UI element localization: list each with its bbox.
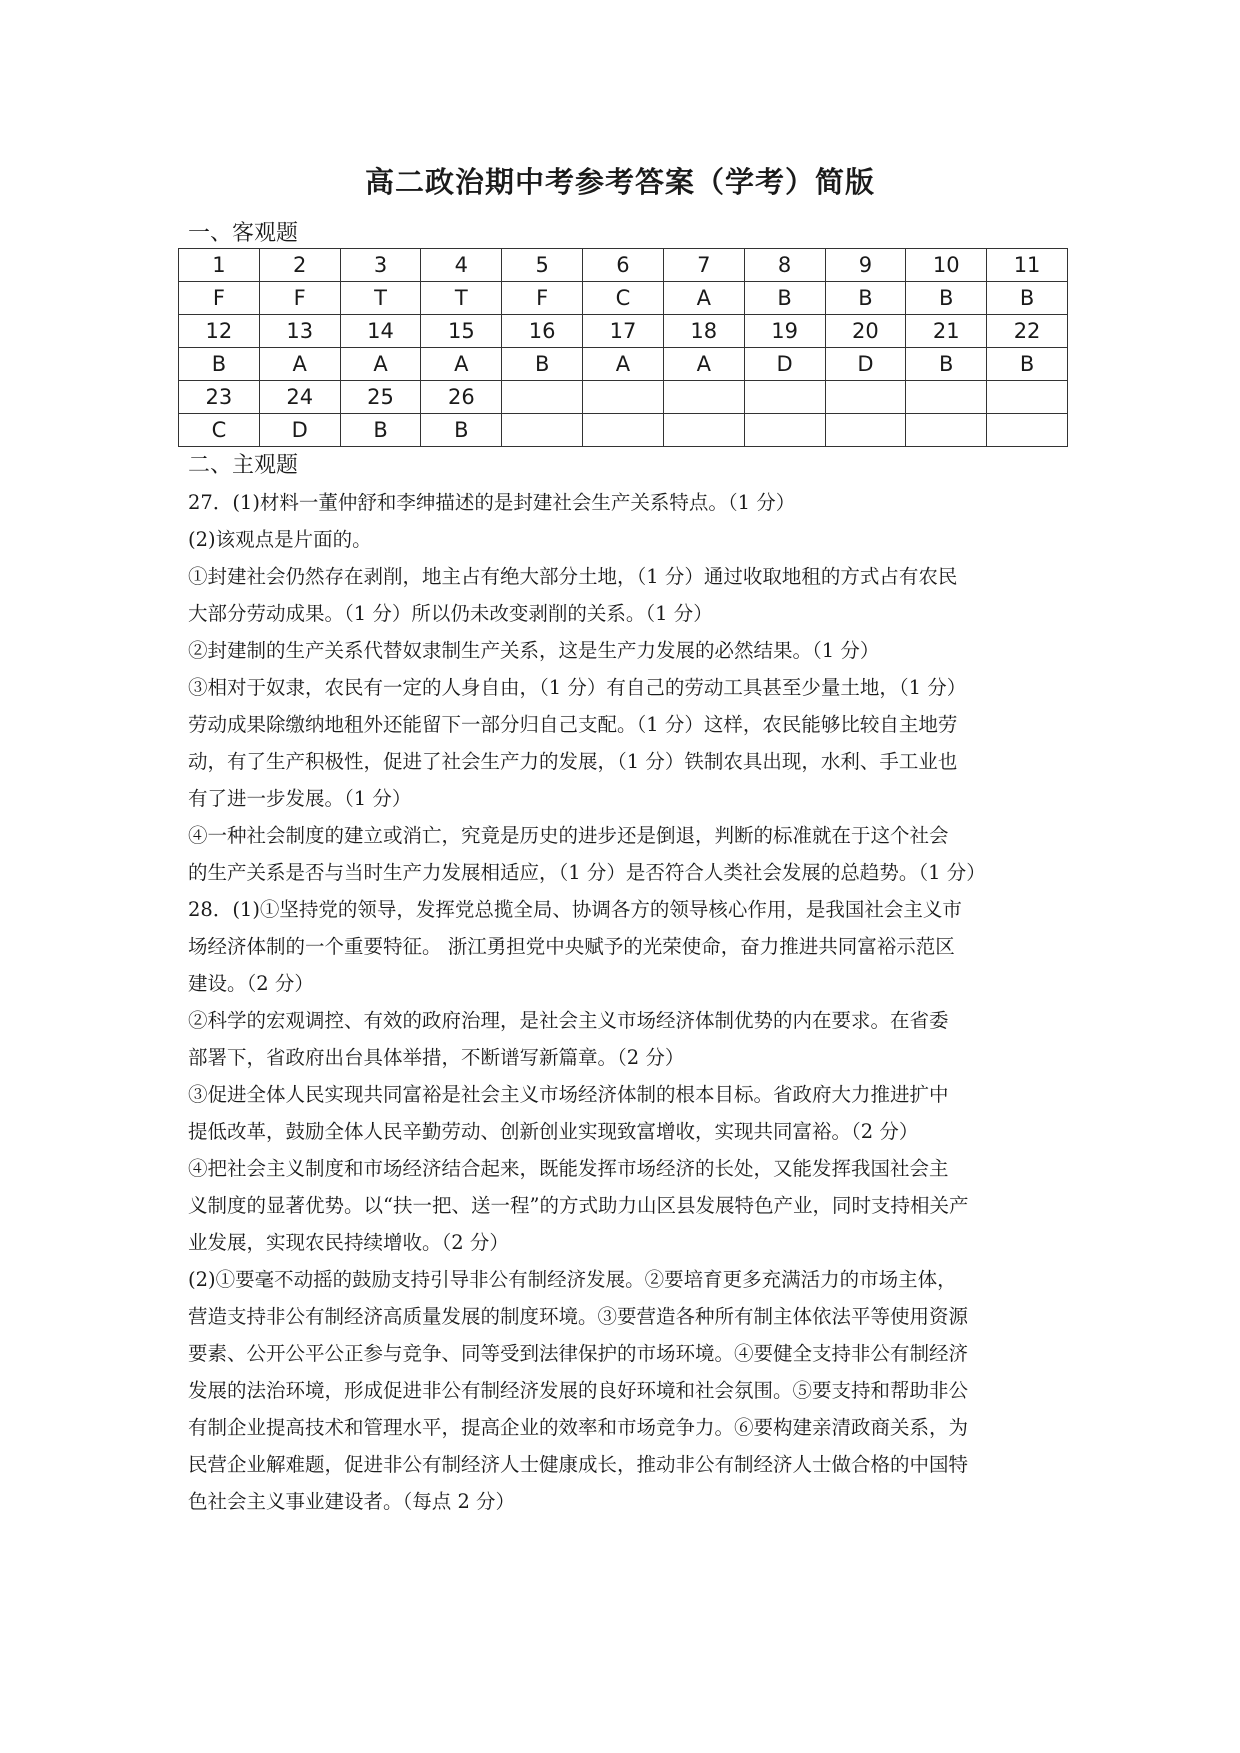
answer-cell: C: [179, 414, 260, 447]
page-title: 高二政治期中考参考答案（学考）简版: [364, 165, 875, 199]
question-number-cell: [987, 381, 1068, 414]
answer-cell: C: [583, 282, 664, 315]
question-number-cell: [502, 381, 583, 414]
answer-line: 28．(1)①坚持党的领导，发挥党总揽全局、协调各方的领导核心作用，是我国社会主义市: [188, 898, 962, 921]
answer-line: ③促进全体人民实现共同富裕是社会主义市场经济体制的根本目标。省政府大力推进扩中: [188, 1083, 949, 1106]
answer-line: 业发展，实现农民持续增收。（2 分）: [188, 1231, 509, 1254]
answer-line: 的生产关系是否与当时生产力发展相适应，（1 分）是否符合人类社会发展的总趋势。（1 分）: [188, 861, 986, 884]
answer-cell: A: [663, 282, 744, 315]
answer-cell: D: [825, 348, 906, 381]
answer-line: 有制企业提高技术和管理水平，提高企业的效率和市场竞争力。⑥要构建亲清政商关系，为: [188, 1416, 969, 1439]
question-number-cell: 19: [744, 315, 825, 348]
answer-cell: A: [583, 348, 664, 381]
answer-line: ②封建制的生产关系代替奴隶制生产关系，这是生产力发展的必然结果。（1 分）: [188, 639, 880, 662]
answer-cell: [744, 414, 825, 447]
question-number-cell: [825, 381, 906, 414]
answer-cell: [906, 414, 987, 447]
question-number-cell: 12: [179, 315, 260, 348]
question-number-row: [179, 381, 1068, 414]
question-number-cell: 17: [583, 315, 664, 348]
answer-cell: A: [259, 348, 340, 381]
answer-line: 提低改革，鼓励全体人民辛勤劳动、创新创业实现致富增收，实现共同富裕。（2 分）: [188, 1120, 919, 1143]
answer-cell: [502, 414, 583, 447]
answer-cell: D: [744, 348, 825, 381]
question-number-cell: 10: [906, 249, 987, 282]
answer-cell: B: [502, 348, 583, 381]
answer-cell: B: [906, 282, 987, 315]
question-number-row: [179, 249, 1068, 282]
answer-line: ①封建社会仍然存在剥削，地主占有绝大部分土地，（1 分）通过收取地租的方式占有农民: [188, 565, 958, 588]
answer-line: ④把社会主义制度和市场经济结合起来，既能发挥市场经济的长处，又能发挥我国社会主: [188, 1157, 949, 1180]
answer-line: 建设。（2 分）: [188, 972, 314, 995]
answer-line: 大部分劳动成果。（1 分）所以仍未改变剥削的关系。（1 分）: [188, 602, 713, 625]
answer-line: ②科学的宏观调控、有效的政府治理，是社会主义市场经济体制优势的内在要求。在省委: [188, 1009, 949, 1032]
answer-cell: B: [987, 348, 1068, 381]
answer-line: 民营企业解难题，促进非公有制经济人士健康成长，推动非公有制经济人士做合格的中国特: [188, 1453, 969, 1476]
answer-cell: B: [744, 282, 825, 315]
question-number-cell: 26: [421, 381, 502, 414]
question-number-cell: 5: [502, 249, 583, 282]
question-number-cell: 20: [825, 315, 906, 348]
answer-line: (2)该观点是片面的。: [188, 528, 372, 551]
answer-cell: [987, 414, 1068, 447]
question-number-cell: 15: [421, 315, 502, 348]
answer-cell: B: [987, 282, 1068, 315]
question-number-cell: 8: [744, 249, 825, 282]
section-heading-objective: 一、客观题: [188, 221, 299, 246]
question-number-cell: 3: [340, 249, 421, 282]
answer-cell: B: [421, 414, 502, 447]
answer-text: [188, 484, 1060, 1520]
answer-cell: F: [179, 282, 260, 315]
answer-line: ④一种社会制度的建立或消亡，究竟是历史的进步还是倒退，判断的标准就在于这个社会: [188, 824, 949, 847]
question-number-cell: 22: [987, 315, 1068, 348]
question-number-cell: 2: [259, 249, 340, 282]
question-number-cell: 14: [340, 315, 421, 348]
question-number-cell: 21: [906, 315, 987, 348]
question-number-cell: 23: [179, 381, 260, 414]
question-number-cell: 24: [259, 381, 340, 414]
answer-line: 部署下，省政府出台具体举措，不断谱写新篇章。（2 分）: [188, 1046, 685, 1069]
answer-line: 劳动成果除缴纳地租外还能留下一部分归自己支配。（1 分）这样，农民能够比较自主地劳: [188, 713, 958, 736]
question-number-cell: 1: [179, 249, 260, 282]
answer-row: [179, 414, 1068, 447]
answer-cell: [663, 414, 744, 447]
question-number-cell: 9: [825, 249, 906, 282]
answer-cell: [583, 414, 664, 447]
answer-line: 发展的法治环境，形成促进非公有制经济发展的良好环境和社会氛围。⑤要支持和帮助非公: [188, 1379, 969, 1402]
answer-cell: [825, 414, 906, 447]
question-number-cell: 16: [502, 315, 583, 348]
question-number-cell: 6: [583, 249, 664, 282]
question-number-cell: 13: [259, 315, 340, 348]
answer-cell: A: [421, 348, 502, 381]
question-number-cell: 7: [663, 249, 744, 282]
answer-row: [179, 282, 1068, 315]
answer-line: 要素、公开公平公正参与竞争、同等受到法律保护的市场环境。④要健全支持非公有制经济: [188, 1342, 969, 1365]
answer-line: (2)①要毫不动摇的鼓励支持引导非公有制经济发展。②要培育更多充满活力的市场主体，: [188, 1268, 957, 1291]
answer-line: 27．(1)材料一董仲舒和李绅描述的是封建社会生产关系特点。（1 分）: [188, 491, 796, 514]
answer-cell: T: [421, 282, 502, 315]
answer-line: 义制度的显著优势。以“扶一把、送一程”的方式助力山区县发展特色产业，同时支持相关产: [188, 1194, 969, 1217]
answer-row: [179, 348, 1068, 381]
answer-cell: A: [663, 348, 744, 381]
answer-cell: B: [340, 414, 421, 447]
answer-cell: B: [825, 282, 906, 315]
question-number-cell: [583, 381, 664, 414]
answer-cell: B: [179, 348, 260, 381]
answer-line: 场经济体制的一个重要特征。 浙江勇担党中央赋予的光荣使命，奋力推进共同富裕示范区: [188, 935, 955, 958]
answer-table: [178, 248, 1068, 447]
answer-line: ③相对于奴隶，农民有一定的人身自由，（1 分）有自己的劳动工具甚至少量土地，（1 分）: [188, 676, 967, 699]
question-number-cell: [906, 381, 987, 414]
question-number-cell: 25: [340, 381, 421, 414]
answer-cell: F: [259, 282, 340, 315]
question-number-cell: 18: [663, 315, 744, 348]
answer-cell: A: [340, 348, 421, 381]
question-number-row: [179, 315, 1068, 348]
answer-line: 有了进一步发展。（1 分）: [188, 787, 412, 810]
answer-line: 动，有了生产积极性，促进了社会生产力的发展，（1 分）铁制农具出现，水利、手工业也: [188, 750, 958, 773]
answer-line: 色社会主义事业建设者。（每点 2 分）: [188, 1490, 516, 1513]
answer-cell: D: [259, 414, 340, 447]
question-number-cell: [663, 381, 744, 414]
answer-line: 营造支持非公有制经济高质量发展的制度环境。③要营造各种所有制主体依法平等使用资源: [188, 1305, 969, 1328]
answer-cell: B: [906, 348, 987, 381]
question-number-cell: [744, 381, 825, 414]
question-number-cell: 11: [987, 249, 1068, 282]
question-number-cell: 4: [421, 249, 502, 282]
answer-cell: F: [502, 282, 583, 315]
section-heading-subjective: 二、主观题: [188, 453, 299, 478]
answer-cell: T: [340, 282, 421, 315]
